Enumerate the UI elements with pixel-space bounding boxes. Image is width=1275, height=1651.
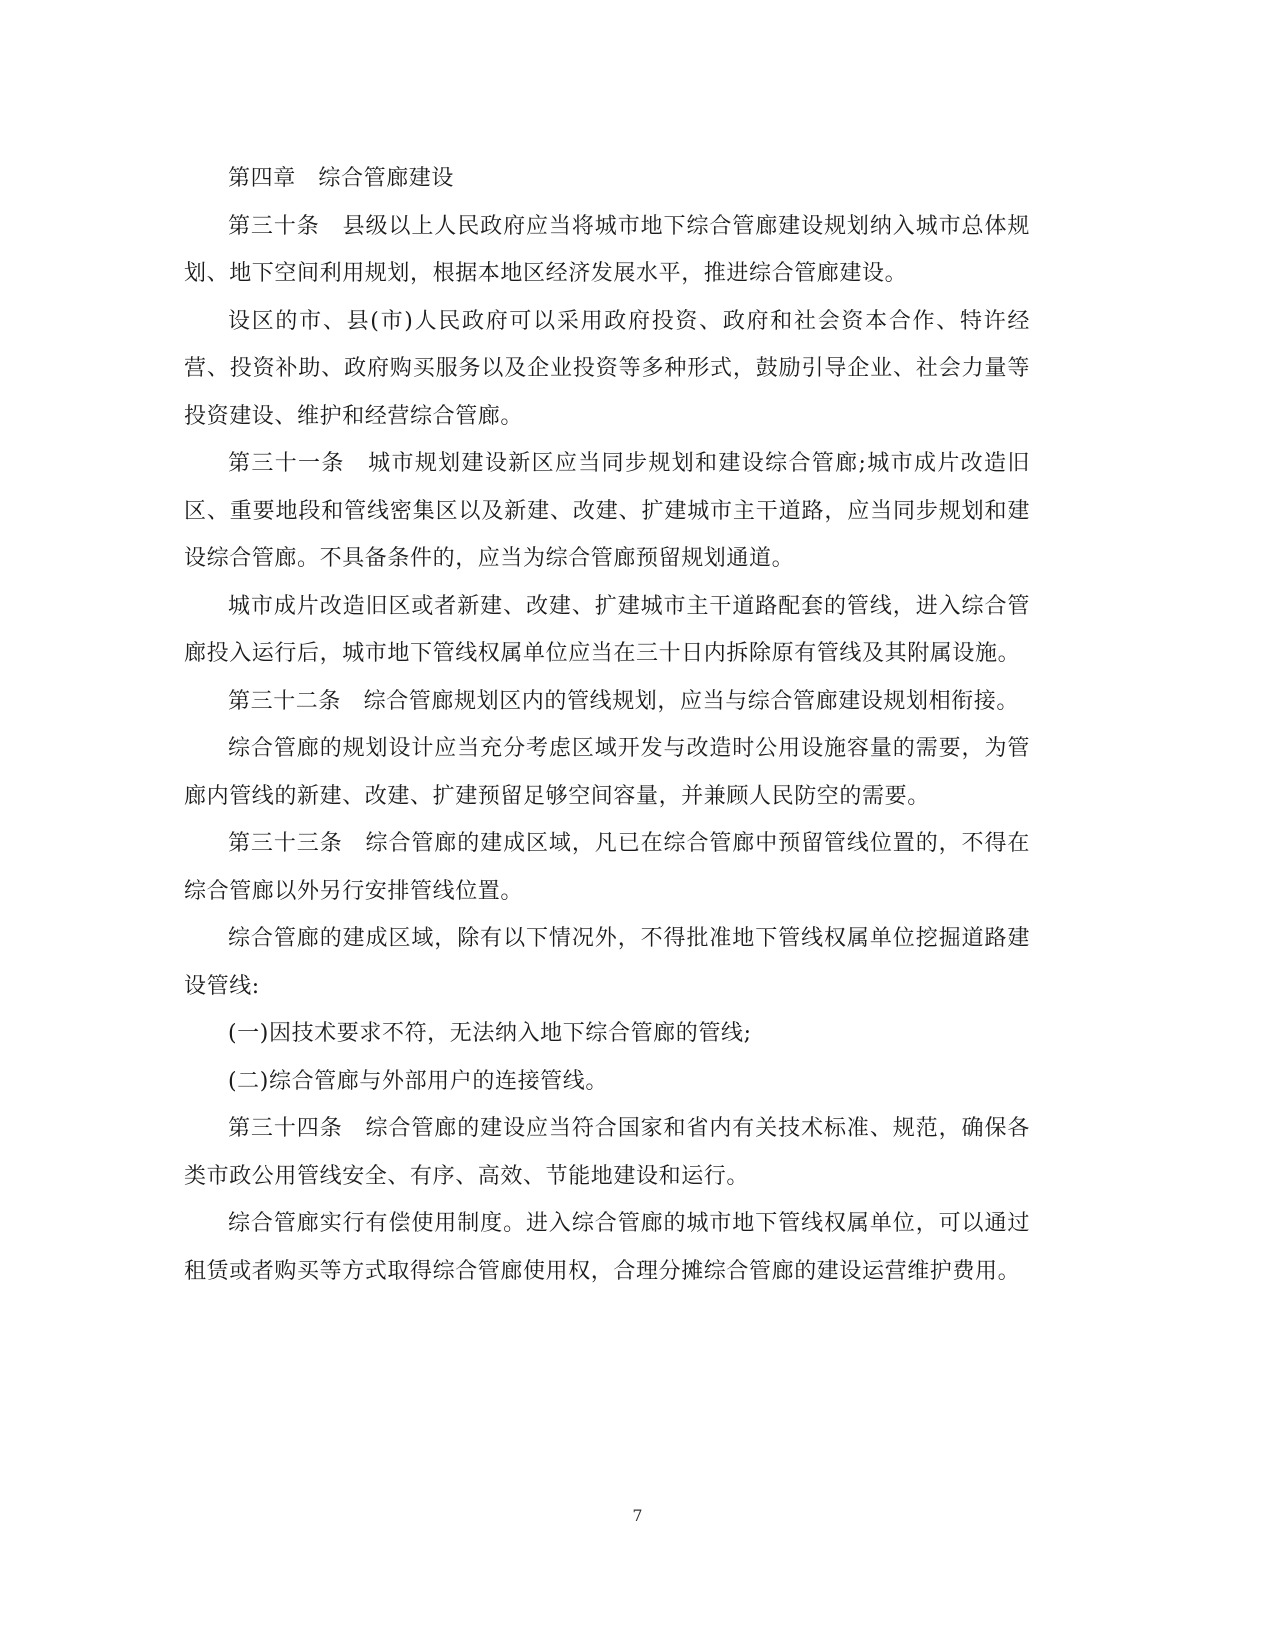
list-item-1: (一)因技术要求不符，无法纳入地下综合管廊的管线; (228, 1021, 752, 1046)
chapter-heading: 第四章 综合管廊建设 (228, 166, 455, 191)
list-item-2: (二)综合管廊与外部用户的连接管线。 (228, 1068, 608, 1094)
article-33: 第三十三条 综合管廊的建成区域，凡已在综合管廊中预留管线位置的，不得在综合管廊以外另行安排管线位置。 (184, 831, 1030, 904)
article-30-paragraph-2: 设区的市、县(市)人民政府可以采用政府投资、政府和社会资本合作、特许经营、投资补助、政府购买服务以及企业投资等多种形式，鼓励引导企业、社会力量等投资建设、维护和经营综合管廊。 (184, 308, 1030, 429)
article-33-paragraph-2: 综合管廊的建成区域，除有以下情况外，不得批准地下管线权属单位挖掘道路建设管线: (184, 926, 1030, 999)
article-31: 第三十一条 城市规划建设新区应当同步规划和建设综合管廊;城市成片改造旧区、重要地段和管线密集区以及新建、改建、扩建城市主干道路，应当同步规划和建设综合管廊。不具备条件的，应当为综合管廊预留规划通道。 (184, 451, 1030, 571)
page-number: 7 (632, 1506, 643, 1525)
article-32: 第三十二条 综合管廊规划区内的管线规划，应当与综合管廊建设规划相衔接。 (228, 688, 1020, 714)
article-34: 第三十四条 综合管廊的建设应当符合国家和省内有关技术标准、规范，确保各类市政公用管线安全、有序、高效、节能地建设和运行。 (184, 1116, 1030, 1189)
article-32-paragraph-2: 综合管廊的规划设计应当充分考虑区域开发与改造时公用设施容量的需要，为管廊内管线的新建、改建、扩建预留足够空间容量，并兼顾人民防空的需要。 (184, 736, 1030, 809)
article-31-paragraph-2: 城市成片改造旧区或者新建、改建、扩建城市主干道路配套的管线，进入综合管廊投入运行后，城市地下管线权属单位应当在三十日内拆除原有管线及其附属设施。 (184, 593, 1030, 666)
document-body (184, 155, 1030, 1295)
article-30: 第三十条 县级以上人民政府应当将城市地下综合管廊建设规划纳入城市总体规划、地下空间利用规划，根据本地区经济发展水平，推进综合管廊建设。 (184, 213, 1030, 286)
article-34-paragraph-2: 综合管廊实行有偿使用制度。进入综合管廊的城市地下管线权属单位，可以通过租赁或者购买等方式取得综合管廊使用权，合理分摊综合管廊的建设运营维护费用。 (184, 1211, 1030, 1284)
